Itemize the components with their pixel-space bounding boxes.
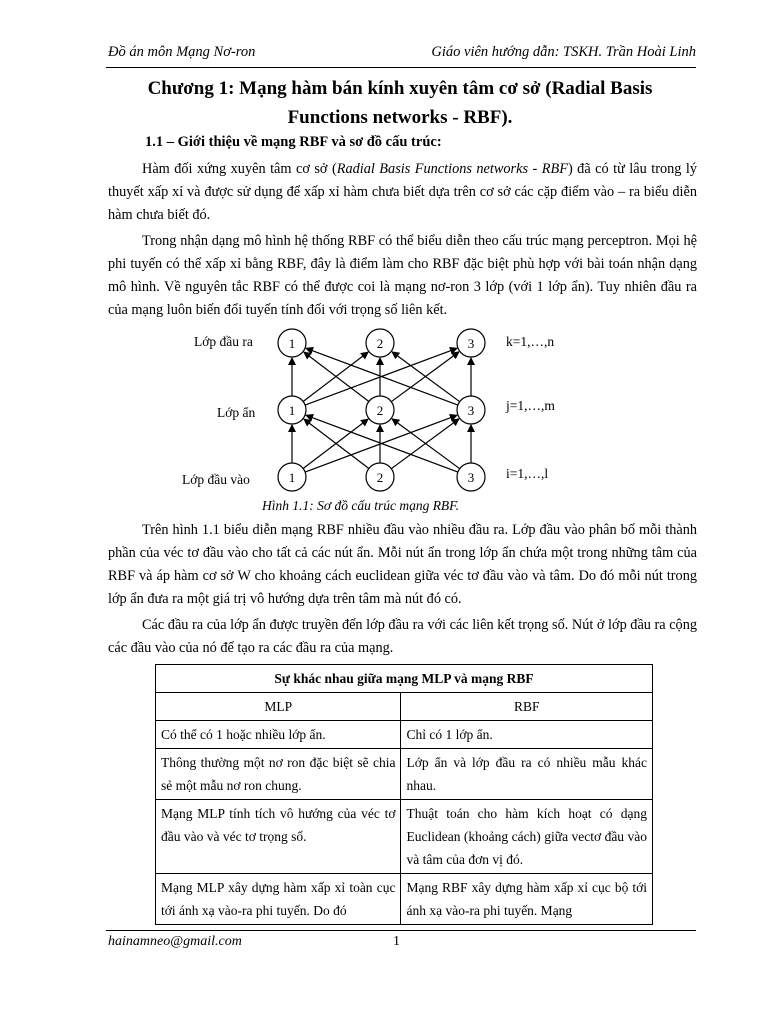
neuron-node [366, 329, 394, 357]
neuron-index: 1 [288, 403, 296, 418]
rbf-cell: Mạng RBF xây dựng hàm xấp xỉ cục bộ tới ánh xạ vào-ra phi tuyến. Mạng [401, 874, 653, 925]
chapter-title-line2: Functions networks - RBF). [287, 107, 513, 128]
table-row [156, 721, 653, 749]
header-instructor: Giáo viên hướng dẫn: TSKH. Trần Hoài Linh [431, 44, 696, 60]
neuron-node [366, 463, 394, 491]
neuron-node [278, 463, 306, 491]
range-input: i=1,…,l [506, 466, 549, 481]
table-row [156, 874, 653, 925]
rbf-cell: Thuật toán cho hàm kích hoạt có dạng Euclidean (khoảng cách) giữa vectơ đầu vào và tâm của đơn vị đó. [401, 800, 653, 874]
chapter-title-line1: Chương 1: Mạng hàm bán kính xuyên tâm cơ sở (Radial Basis [147, 78, 653, 99]
figure-caption: Hình 1.1: Sơ đồ cấu trúc mạng RBF. [262, 498, 460, 513]
paragraph-4: Các đầu ra của lớp ẩn được truyền đến lớp đầu ra với các liên kết trọng số. Nút ở lớp đầu ra cộng các đầu vào của nó để tạo ra các đầu ra của mạng. [108, 617, 697, 656]
neuron-node [278, 396, 306, 424]
rbf-cell: Chỉ có 1 lớp ẩn. [401, 721, 653, 749]
section-heading: 1.1 – Giới thiệu về mạng RBF và sơ đồ cấu trúc: [145, 134, 442, 150]
mlp-cell: Thông thường một nơ ron đặc biệt sẽ chia sẻ một mẫu nơ ron chung. [156, 749, 401, 800]
table-row [156, 749, 653, 800]
neuron-index: 3 [467, 470, 475, 485]
neuron-index: 3 [467, 403, 475, 418]
para1-after: ) đã có từ lâu trong lý thuyết xấp xỉ và được sử dụng để xấp xỉ hàm chưa biết dựa trên cơ sở các cặp điểm vào – ra biểu diễn hàm chưa biết đó. [108, 161, 697, 223]
footer-email: hainamneo@gmail.com [108, 934, 242, 949]
mlp-cell: Mạng MLP tính tích vô hướng của véc tơ đầu vào và véc tơ trọng số. [156, 800, 401, 874]
neuron-index: 2 [376, 470, 384, 485]
neuron-node [366, 396, 394, 424]
paragraph-3: Trên hình 1.1 biểu diễn mạng RBF nhiều đầu vào nhiều đầu ra. Lớp đầu vào phân bố mỗi thành phần của véc tơ đầu vào cho tất cả các nút ẩn. Mỗi nút ẩn trong lớp ẩn chứa một trong những tâm của RBF và áp hàm cơ sở W cho khoảng cách euclidean giữa véc tơ đầu vào và tâm. Do đó mỗi nút trong lớp ẩn đưa ra một giá trị vô hướng dựa trên tâm mà nút đó có. [108, 522, 697, 607]
column-header-rbf: RBF [401, 693, 653, 721]
header-course: Đồ án môn Mạng Nơ-ron [108, 44, 256, 60]
range-output: k=1,…,n [506, 334, 555, 349]
comparison-table [155, 664, 653, 925]
mlp-cell: Có thể có 1 hoặc nhiều lớp ẩn. [156, 721, 401, 749]
neuron-index: 1 [288, 336, 296, 351]
neuron-node [457, 396, 485, 424]
range-hidden: j=1,…,m [506, 398, 555, 413]
neuron-node [457, 329, 485, 357]
column-header-mlp: MLP [156, 693, 401, 721]
neuron-index: 3 [467, 336, 475, 351]
footer-page-number: 1 [393, 934, 400, 949]
neuron-index: 1 [288, 470, 296, 485]
neuron-node [278, 329, 306, 357]
neuron-index: 2 [376, 336, 384, 351]
table-row [156, 800, 653, 874]
neuron-index: 2 [376, 403, 384, 418]
neuron-node [457, 463, 485, 491]
label-hidden-layer: Lớp ẩn [217, 405, 256, 420]
label-output-layer: Lớp đầu ra [194, 334, 253, 349]
body-paragraphs [108, 519, 697, 660]
rbf-cell: Lớp ẩn và lớp đầu ra có nhiều mẫu khác nhau. [401, 749, 653, 800]
table-header-row [156, 693, 653, 721]
label-input-layer: Lớp đầu vào [182, 472, 250, 487]
para1-before: Hàm đối xứng xuyên tâm cơ sở ( [142, 161, 337, 177]
table-title-row [156, 665, 653, 693]
mlp-cell: Mạng MLP xây dựng hàm xấp xỉ toàn cục tới ánh xạ vào-ra phi tuyến. Do đó [156, 874, 401, 925]
para1-italic: Radial Basis Functions networks - RBF [336, 161, 568, 177]
table-title: Sự khác nhau giữa mạng MLP và mạng RBF [156, 665, 653, 693]
paragraph-2: Trong nhận dạng mô hình hệ thống RBF có thể biểu diễn theo cấu trúc mạng perceptron. Mọi hệ phi tuyến có thể xấp xỉ bằng RBF, đây là điểm làm cho RBF đặc biệt phù hợp với bài toán nhận dạng mô hình. Về nguyên tắc RBF có thể được coi là mạng nơ-ron 3 lớp (với 1 lớp ẩn). Tuy nhiên đầu ra của mạng luôn biến đổi tuyến tính đối với trọng số liên kết. [108, 233, 697, 318]
footer-rule [106, 930, 696, 931]
